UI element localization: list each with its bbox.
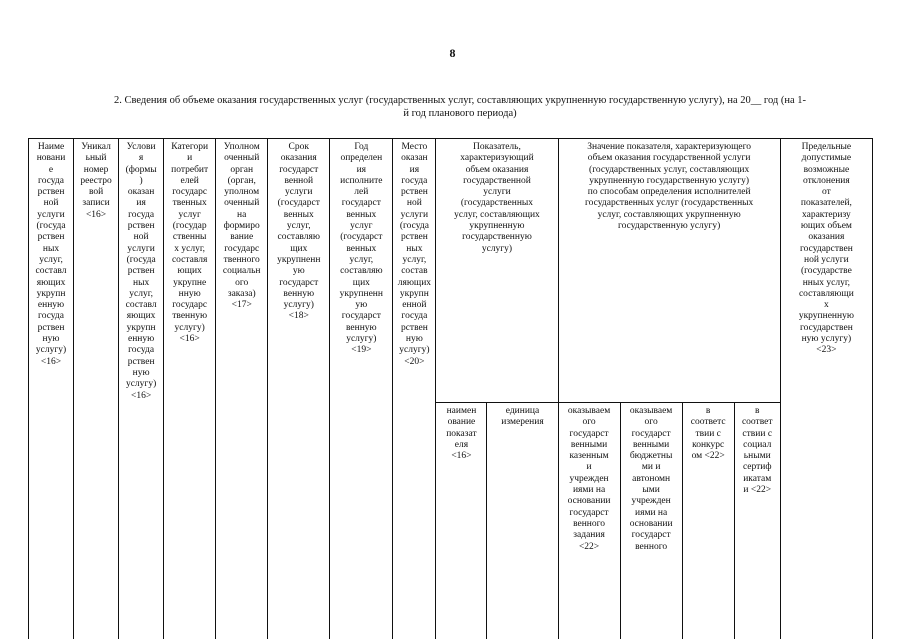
col-service-term-header: Срок оказания государст венной услуги (государст венных услуг, составляю щих укрупненн ую государст венную услугу) <18> xyxy=(268,139,330,639)
section-heading: 2. Сведения об объеме оказания государственных услуг (государственных услуг, составляющих укрупненную государственную услугу), на 20__ год (на 1- й год планового периода) xyxy=(113,95,807,119)
col-place-header: Место оказан ия госуда рствен ной услуги (госуда рствен ных услуг, состав ляющих укрупн енной госуда рствен ную услугу) <20> xyxy=(393,139,436,639)
col-indicator-header: Показатель, характеризующий объем оказания государственной услуги (государственных услуг, составляющих укрупненную государственную услугу) xyxy=(436,139,558,403)
page-number: 8 xyxy=(449,46,456,60)
col-service-name-header: Наиме новани е госуда рствен ной услуги (госуда рствен ных услуг, составл яющих укрупн енную госуда рствен ную услугу) <16> xyxy=(29,139,74,639)
services-volume-table xyxy=(28,138,873,639)
col-indicator-value-header: Значение показателя, характеризующего объем оказания государственной услуги (государственных услуг, составляющих укрупненную государственную услугу) по способам определения исполнителей государственных услуг (государственных услуг, составляющих укрупненную государственную услугу) xyxy=(558,139,780,403)
subcol-indicator-name: наимен ование показат еля <16> xyxy=(436,403,487,639)
subcol-by-contest: в соответс твии с конкурс ом <22> xyxy=(682,403,734,639)
subcol-unit: единица измерения xyxy=(487,403,558,639)
subcol-state-institutions: оказываем ого государст венными казенным и учрежден иями на основании государст венного задания <22> xyxy=(558,403,620,639)
subcol-by-certificates: в соответ ствии с социал ьными сертиф икатам и <22> xyxy=(734,403,780,639)
col-registry-number-header: Уникал ьный номер реестро вой записи <16> xyxy=(74,139,119,639)
col-conditions-header: Услови я (формы ) оказан ия госуда рствен ной услуги (госуда рствен ных услуг, составл яющих укрупн енную госуда рствен ную услугу) <16> xyxy=(119,139,164,639)
col-authorized-body-header: Уполном оченный орган (орган, уполном оченный на формиро вание государс твенного социальн ого заказа) <17> xyxy=(216,139,268,639)
col-consumer-categories-header: Категори и потребит елей государс твенных услуг (государ ственны х услуг, составля ющих укрупне нную государс твенную услугу) <16> xyxy=(164,139,216,639)
col-year-header: Год определен ия исполните лей государст венных услуг (государст венных услуг, составляю щих укрупненн ую государст венную услугу) <19> xyxy=(330,139,393,639)
col-deviations-header: Предельные допустимые возможные отклонения от показателей, характеризу ющих объем оказания государствен ной услуги (государстве нных услуг, составляющи х укрупненную государствен ную услугу) <23> xyxy=(780,139,872,639)
subcol-budget-institutions: оказываем ого государст венными бюджетны ми и автономн ыми учрежден иями на основании государст венного xyxy=(620,403,682,639)
